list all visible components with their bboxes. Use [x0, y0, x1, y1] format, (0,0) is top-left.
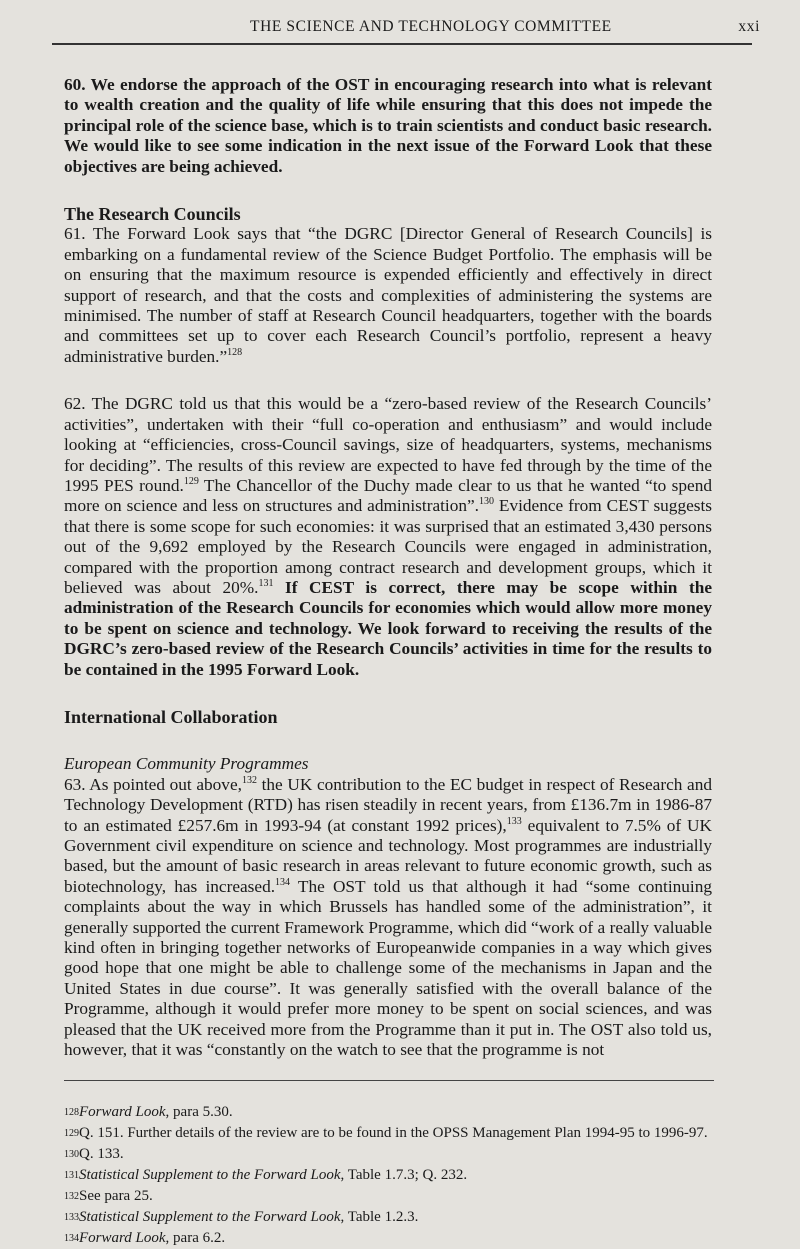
- footnote-ref: 134: [275, 877, 291, 889]
- paragraph-61-text: 61. The Forward Look says that “the DGRC [Director General of Research Councils] is embarking on a fundamental review of the Science Budget Portfolio. The emphasis will be on ensuring that the maximum resource is expended efficiently and effectively in direct support of research, and that the costs and complexities of administering the systems are minimised. The number of staff at Research Council headquarters, together with the boards and committees set up to cover each Research Council’s portfolio, represent a heavy administrative burden.”: [64, 224, 712, 366]
- footnote: $^{133}$Statistical Supplement to the Forward Look, Table 1.2.3.: [64, 1209, 419, 1225]
- paragraph-62: [64, 394, 712, 680]
- paragraph-61: [64, 224, 712, 367]
- page-number: xxi: [738, 18, 760, 35]
- header-rule: [52, 43, 752, 45]
- footnote-ref: 131: [258, 578, 274, 590]
- running-header-title: THE SCIENCE AND TECHNOLOGY COMMITTEE: [250, 18, 612, 35]
- paragraph-62-text-b: The Chancellor of the Duchy made clear to us that he wanted “to spend more on science and less on structures and administration”.: [64, 475, 712, 516]
- footnote: $^{131}$Statistical Supplement to the Forward Look, Table 1.7.3; Q. 232.: [64, 1167, 468, 1183]
- paragraph-60: [64, 75, 712, 177]
- paragraph-62-conclusion: If CEST is correct, there may be scope within the administration of the Research Councils for economies which would allow more money to be spent on science and technology. We look forward to receiving the results of the DGRC’s zero-based review of the Research Councils’ activities in time for the results to be contained in the 1995 Forward Look.: [64, 577, 713, 679]
- paragraph-63-text-a: 63. As pointed out above,: [64, 774, 242, 794]
- body-text: [64, 75, 712, 1060]
- footnote: $^{134}$Forward Look, para 6.2.: [64, 1230, 226, 1246]
- section-heading-research-councils: The Research Councils: [64, 204, 241, 225]
- paragraph-60-text: 60. We endorse the approach of the OST in encouraging research into what is relevant to wealth creation and the quality of life while ensuring that this does not impede the principal role of the science base, which is to train scientists and conduct basic research. We would like to see some indication in the next issue of the Forward Look that these objectives are being achieved.: [64, 75, 712, 176]
- subheading-european: European Community Programmes: [64, 754, 309, 774]
- paragraph-63-text-d: The OST told us that although it had “some continuing complaints about the way in which Brussels has handled some of the administration”, it generally supported the current Framework Programme, which did “work of a really valuable kind often in bringing together networks of Europeanwide companies in a way which gives good hope that one might be able to challenge some of the mechanisms in Japan and the United States in due course”. It was generally satisfied with the overall balance of the Programme, although it would prefer more money to be spent on social sciences, and was pleased that the UK received more from the Programme than it put in. The OST also told us, however, that it was “constantly on the watch to see that the programme is not: [64, 876, 712, 1060]
- paragraph-62-text-a: 62. The DGRC told us that this would be a “zero-based review of the Research Councils’ activities”, undertaken with their “full co-operation and enthusiasm” and would include looking at “efficiencies, cross-Council savings, size of headquarters, systems, mechanisms for deciding”. The results of this review are expected to have fed through by the time of the 1995 PES round.: [64, 394, 712, 495]
- paragraph-63-text-b: the UK contribution to the EC budget in respect of Research and Technology Development (RTD) has risen steadily in recent years, from £136.7m in 1986-87 to an estimated £257.6m in 1993-94 (at constant 1992 prices),: [64, 774, 712, 835]
- footnote-rule: [64, 1080, 714, 1081]
- footnote-ref: 129: [183, 476, 199, 488]
- paragraph-63-text-c: equivalent to 7.5% of UK Government civil expenditure on science and technology. Most programmes are industrially based, but the amount of basic research in areas relevant to future economic growth, such as biotechnology, has increased.: [64, 815, 712, 896]
- footnote-ref: 128: [227, 347, 243, 359]
- footnote-ref: 130: [479, 496, 494, 508]
- paragraph-62-text-c: Evidence from CEST suggests that there is some scope for such economies: it was surprised that an estimated 3,430 persons out of the 9,692 employed by the Research Councils were engaged in administration, compared with the proportion among contract research and development groups, which it believed was about 20%.: [64, 496, 713, 597]
- footnote-ref: 132: [241, 775, 257, 787]
- section-heading-international: International Collaboration: [64, 706, 278, 727]
- footnote: $^{128}$Forward Look, para 5.30.: [64, 1104, 233, 1120]
- paragraph-63: [64, 775, 712, 1061]
- footnote: $^{130}$Q. 133.: [64, 1146, 124, 1162]
- footnote: $^{129}$Q. 151. Further details of the review are to be found in the OPSS Management Plan 1994-95 to 1996-97.: [64, 1125, 708, 1141]
- footnotes: [64, 1102, 714, 1249]
- footnote-ref: 133: [506, 815, 522, 827]
- footnote: $^{132}$See para 25.: [64, 1188, 153, 1204]
